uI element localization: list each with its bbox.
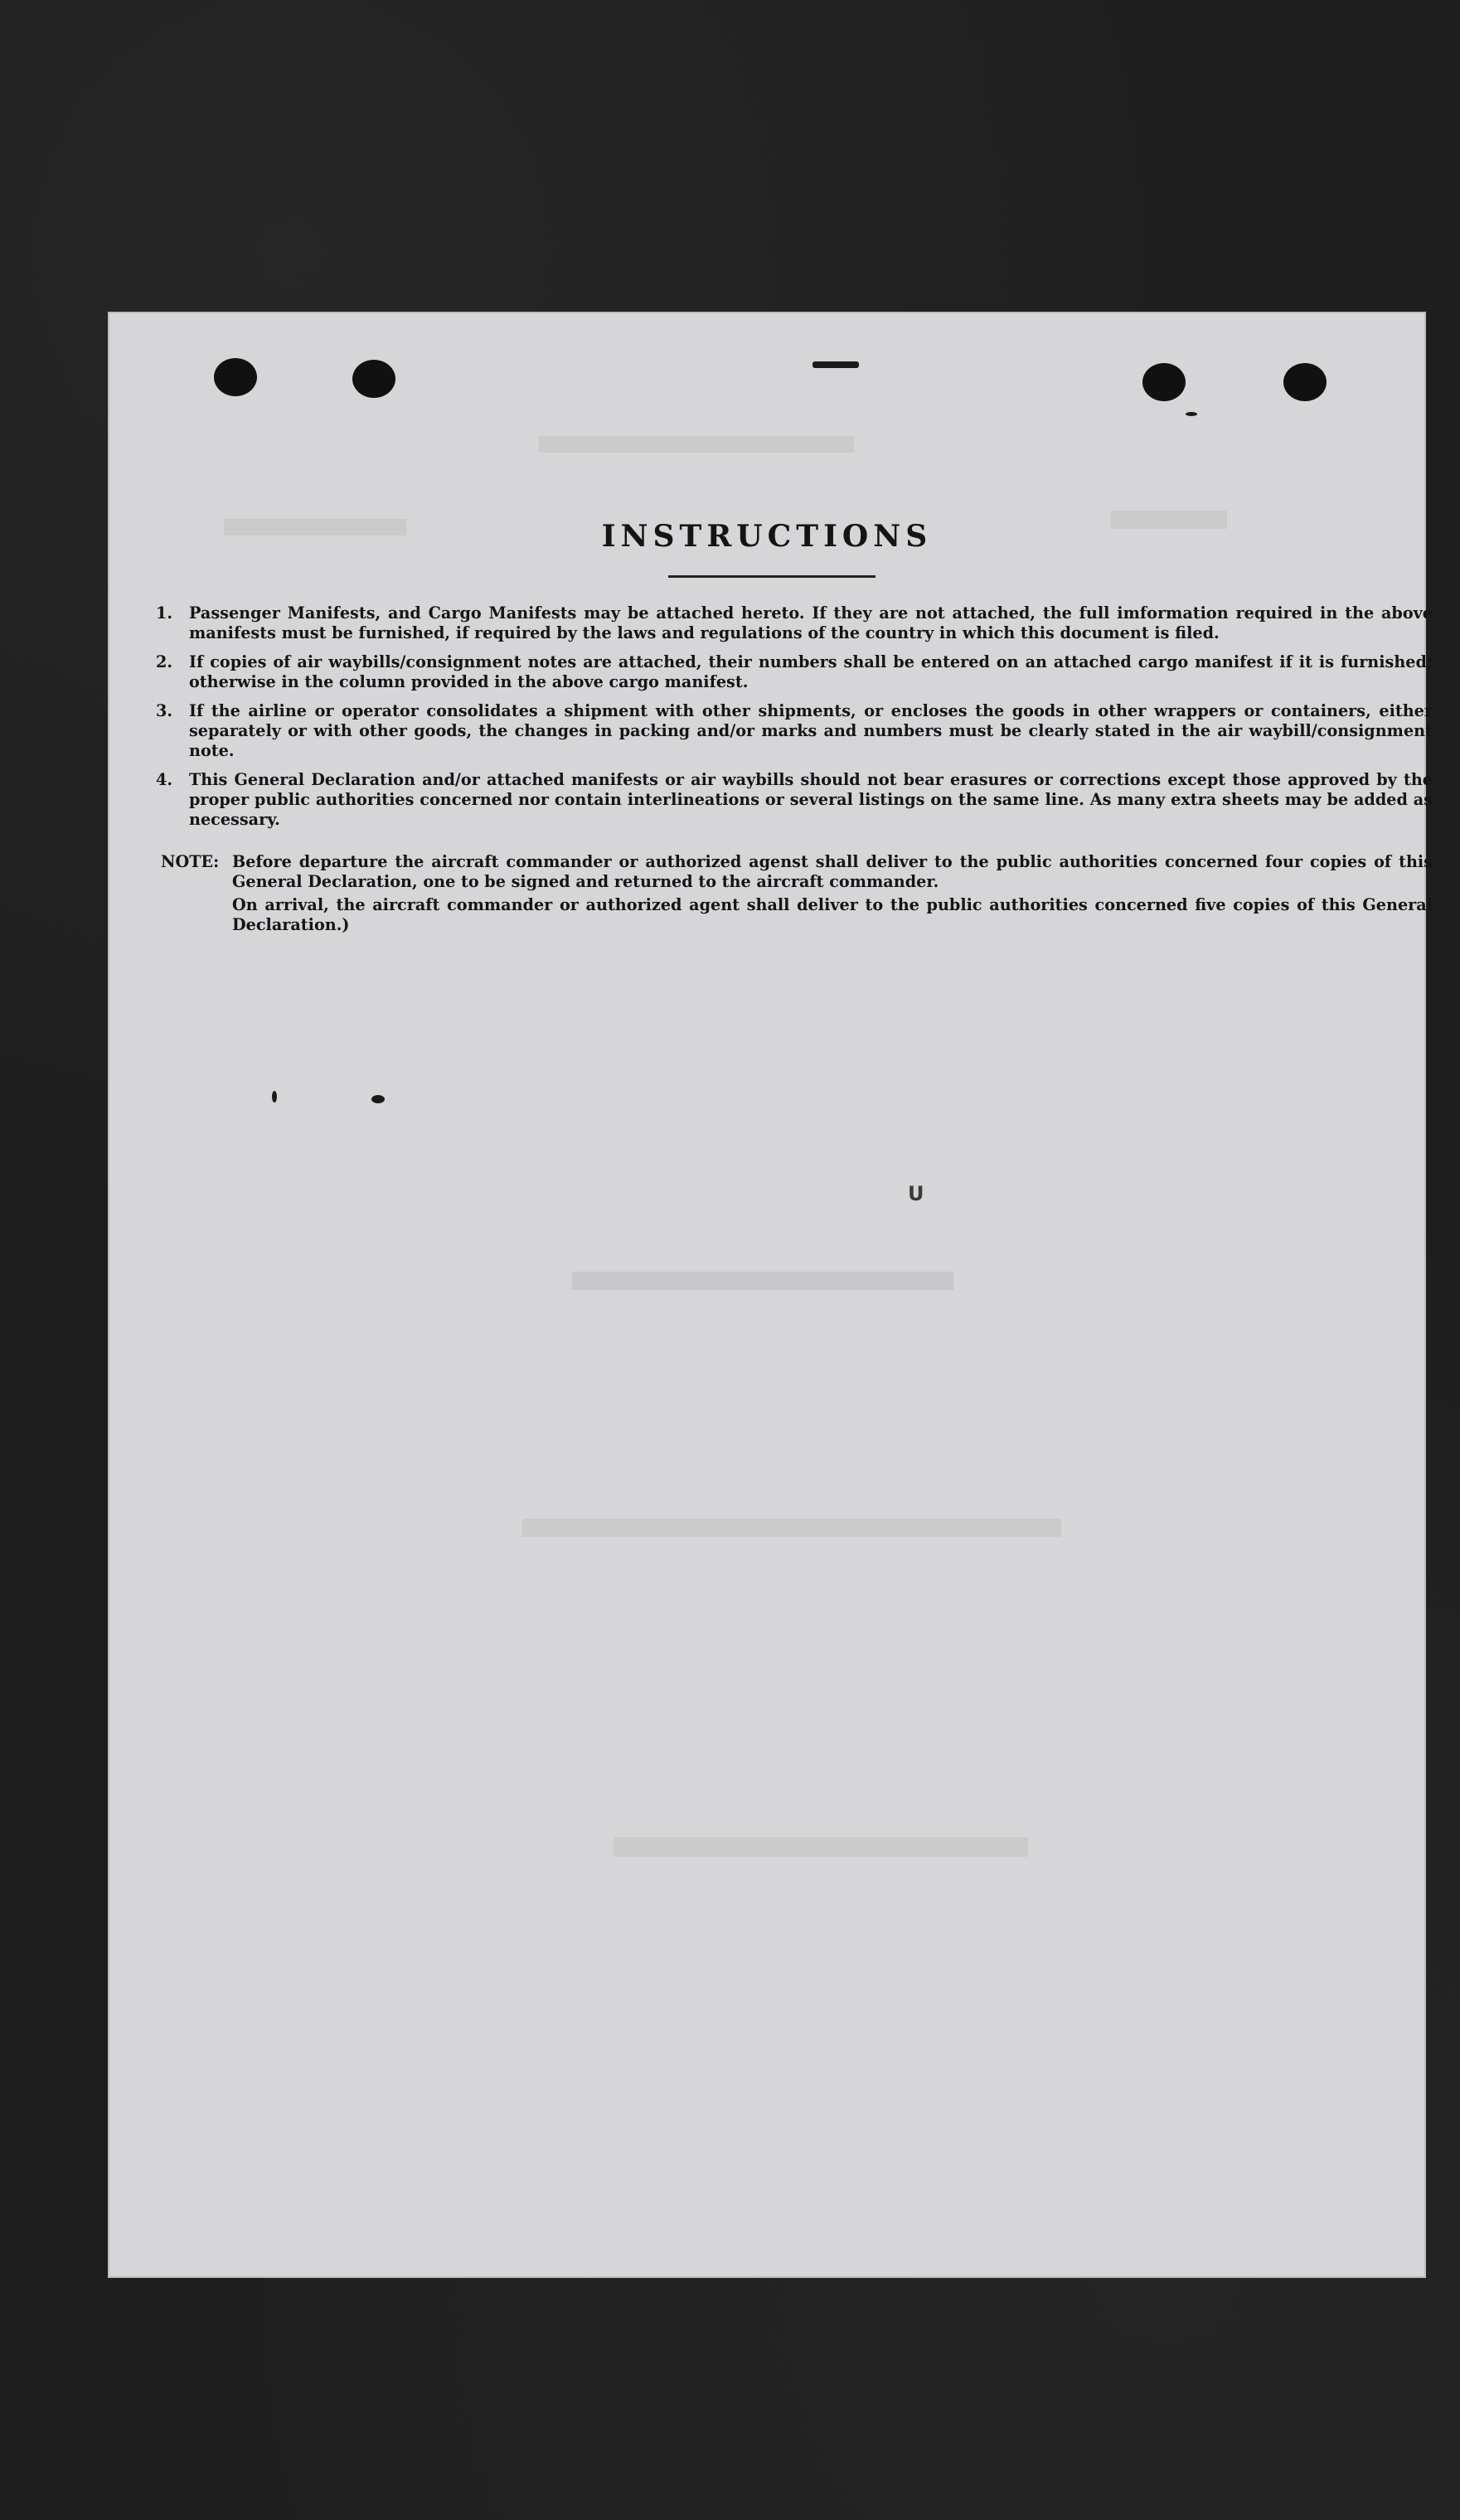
instructions-title: INSTRUCTIONS — [601, 519, 933, 554]
bleed-through-text — [572, 1272, 953, 1290]
stray-mark: U — [908, 1182, 924, 1205]
instruction-text: Passenger Manifests, and Cargo Manifests may be attached hereto. If they are not attached, the full imformation required in the above manifests must be furnished, if required by the laws and regulations of the country in which this document is filed. — [189, 603, 1433, 642]
instruction-text: If copies of air waybills/consignment notes are attached, their numbers shall be entered on an attached cargo manifest if it is furnished; otherwise in the column provided in the above cargo manifest. — [189, 652, 1433, 691]
bleed-through-text — [614, 1837, 1028, 1857]
ink-speck — [1186, 412, 1197, 416]
note-block — [161, 852, 1433, 935]
instructions-list — [156, 603, 1433, 839]
instruction-text: This General Declaration and/or attached manifests or air waybills should not bear erasures or corrections except those approved by the proper public authorities concerned nor contain interlineations or several listings on the same line. As many extra sheets may be added as necessary. — [189, 770, 1433, 829]
instruction-number: 4. — [156, 770, 173, 789]
instruction-item — [156, 603, 1433, 643]
punch-hole-3 — [1142, 363, 1186, 401]
punch-hole-4 — [1283, 363, 1327, 401]
note-arrival-text: On arrival, the aircraft commander or authorized agent shall deliver to the public authorities concerned five copies of this General Declaration.) — [232, 895, 1433, 934]
note-departure-text: Before departure the aircraft commander or authorized agenst shall deliver to the public authorities concerned four copies of this General Declaration, one to be signed and returned to the aircraft commander. — [232, 852, 1433, 891]
bleed-through-text — [539, 436, 854, 453]
instruction-text: If the airline or operator consolidates a shipment with other shipments, or encloses the goods in other wrappers or containers, either separately or with other goods, the changes in packing and/or marks and numbers must be clearly stated in the air waybill/consignment note. — [189, 701, 1433, 760]
instruction-item — [156, 652, 1433, 692]
punch-hole-1 — [214, 358, 257, 396]
document-page — [108, 312, 1433, 2278]
instruction-number: 1. — [156, 603, 173, 623]
instruction-item — [156, 770, 1433, 830]
instruction-number: 2. — [156, 652, 173, 671]
ink-smudge — [812, 361, 859, 368]
ink-speck — [371, 1095, 385, 1103]
instruction-number: 3. — [156, 701, 173, 720]
title-underline — [668, 575, 876, 578]
bleed-through-text — [522, 1519, 1061, 1537]
ink-speck — [272, 1091, 277, 1102]
note-label: NOTE: — [161, 852, 220, 871]
punch-hole-2 — [352, 360, 395, 398]
instruction-item — [156, 701, 1433, 761]
